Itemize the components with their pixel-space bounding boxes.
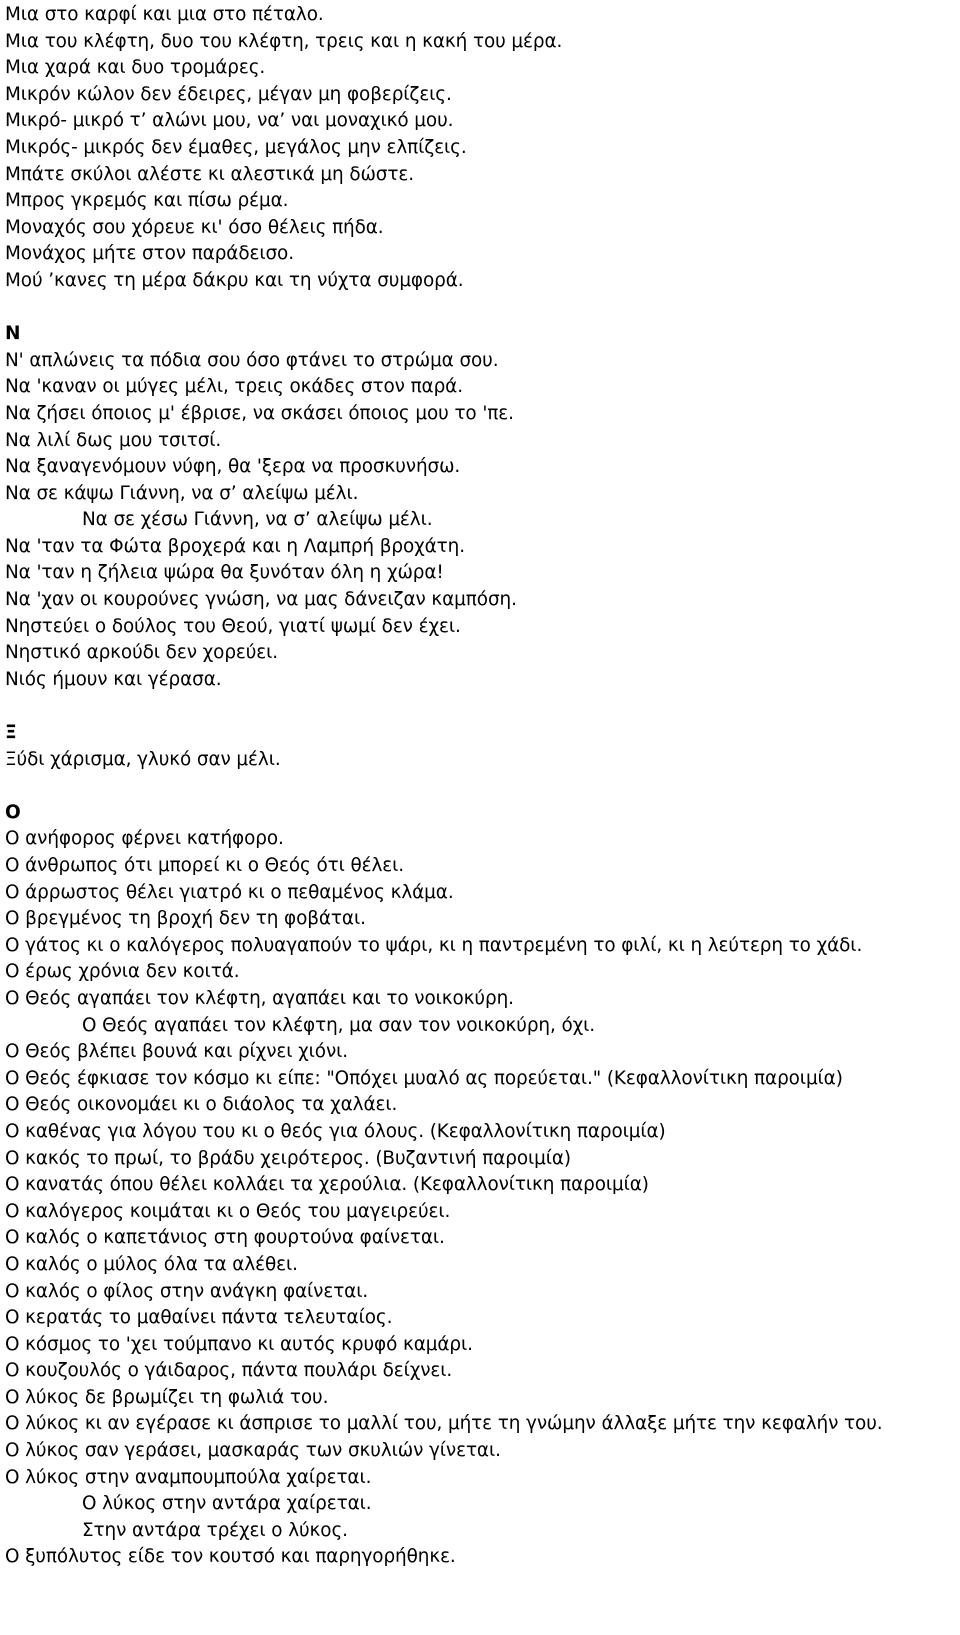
proverb-line: Νηστικό αρκούδι δεν χορεύει.: [5, 642, 279, 664]
proverb-line: Ο καλόγερος κοιμάται κι ο Θεός του μαγειρεύει.: [5, 1200, 451, 1222]
proverb-line: Ο κερατάς το μαθαίνει πάντα τελευταίος.: [5, 1307, 393, 1329]
proverb-variant-line: Ο λύκος στην αντάρα χαίρεται.: [82, 1493, 372, 1515]
proverb-line: Ο Θεός έφκιασε τον κόσμο κι είπε: "Οπόχει μυαλό ας πορεύεται." (Κεφαλλονίτικη παροιμία): [5, 1067, 843, 1089]
proverb-line: Ο καλός ο μύλος όλα τα αλέθει.: [5, 1253, 298, 1275]
proverb-line: Ο Θεός αγαπάει τον κλέφτη, αγαπάει και το νοικοκύρη.: [5, 987, 514, 1009]
proverb-line: Ο άνθρωπος ότι μπορεί κι ο Θεός ότι θέλει.: [5, 855, 405, 876]
proverb-line: Ο Θεός βλέπει βουνά και ρίχνει χιόνι.: [5, 1041, 349, 1063]
proverb-line: Μια του κλέφτη, δυο του κλέφτη, τρεις και η κακή του μέρα.: [5, 30, 563, 52]
proverb-line: Ο Θεός οικονομάει κι ο διάολος τα χαλάει.: [5, 1094, 398, 1116]
proverb-line: Να 'καναν οι μύγες μέλι, τρεις οκάδες στον παρά.: [5, 376, 463, 398]
proverb-section: [5, 773, 957, 1571]
proverb-line: Να 'χαν οι κουρούνες γνώση, να μας δάνειζαν καμπόση.: [5, 589, 517, 611]
proverb-line: Μπρος γκρεμός και πίσω ρέμα.: [5, 190, 289, 212]
proverb-section: [5, 295, 957, 694]
proverb-line: Ο καθένας για λόγου του κι ο θεός για όλους. (Κεφαλλονίτικη παροιμία): [5, 1120, 666, 1142]
proverb-line: Ξύδι χάρισμα, γλυκό σαν μέλι.: [5, 748, 281, 770]
proverb-line: Μονάχος μήτε στον παράδεισο.: [5, 243, 294, 265]
proverb-line: Ο ανήφορος φέρνει κατήφορο.: [5, 828, 284, 850]
proverb-line: Μικρόν κώλον δεν έδειρες, μέγαν μη φοβερίζεις.: [5, 83, 452, 105]
proverb-section: [5, 693, 957, 773]
proverb-line: Μικρός- μικρός δεν έμαθες, μεγάλος μην ελπίζεις.: [5, 136, 467, 158]
proverb-line: Ν' απλώνεις τα πόδια σου όσο φτάνει το στρώμα σου.: [5, 349, 499, 371]
proverb-line: Να 'ταν η ζήλεια ψώρα θα ξυνόταν όλη η χώρα!: [5, 562, 444, 584]
section-gap: [5, 773, 957, 800]
proverb-line: Ο λύκος σαν γεράσει, μασκαράς των σκυλιών γίνεται.: [5, 1440, 501, 1462]
section-letter-heading: Ο: [5, 801, 21, 823]
proverb-variant-line: Ο Θεός αγαπάει τον κλέφτη, μα σαν τον νοικοκύρη, όχι.: [82, 1014, 596, 1036]
proverb-line: Μια χαρά και δυο τρομάρες.: [5, 57, 266, 79]
proverb-line: Νιός ήμουν και γέρασα.: [5, 668, 222, 690]
proverb-line: Να ζήσει όποιος μ' έβρισε, να σκάσει όποιος μου το 'πε.: [5, 402, 514, 424]
proverb-line: Μπάτε σκύλοι αλέστε κι αλεστικά μη δώστε.: [5, 163, 414, 185]
proverb-variant-line: Να σε χέσω Γιάννη, να σ’ αλείψω μέλι.: [82, 509, 433, 531]
proverb-line: Να λιλί δως μου τσιτσί.: [5, 429, 222, 451]
proverb-line: Ο άρρωστος θέλει γιατρό κι ο πεθαμένος κλάμα.: [5, 881, 454, 903]
proverb-line: Ο λύκος στην αναμπουμπούλα χαίρεται.: [5, 1466, 372, 1488]
proverb-line: Να ξαναγενόμουν νύφη, θα 'ξερα να προσκυνήσω.: [5, 456, 461, 478]
document-body: [5, 2, 957, 1571]
proverb-line: Μοναχός σου χόρευε κι' όσο θέλεις πήδα.: [5, 216, 384, 238]
proverb-line: Ο καλός ο καπετάνιος στη φουρτούνα φαίνεται.: [5, 1227, 445, 1249]
proverb-line: Να σε κάψω Γιάννη, να σ’ αλείψω μέλι.: [5, 482, 359, 504]
proverb-variant-line: Στην αντάρα τρέχει ο λύκος.: [82, 1519, 348, 1541]
section-letter-heading: Ν: [5, 323, 21, 345]
proverb-line: Ο γάτος κι ο καλόγερος πολυαγαπούν το ψάρι, κι η παντρεμένη το φιλί, κι η λεύτερη το χάδι.: [5, 934, 863, 956]
proverb-line: Ο κόσμος το 'χει τούμπανο κι αυτός κρυφό καμάρι.: [5, 1333, 473, 1355]
proverb-line: Ο βρεγμένος τη βροχή δεν τη φοβάται.: [5, 908, 366, 930]
proverb-line: Να 'ταν τα Φώτα βροχερά και η Λαμπρή βροχάτη.: [5, 535, 465, 557]
proverb-line: Ο ξυπόλυτος είδε τον κουτσό και παρηγορήθηκε.: [5, 1546, 456, 1568]
proverb-line: Ο λύκος δε βρωμίζει τη φωλιά του.: [5, 1386, 329, 1408]
proverb-line: Ο λύκος κι αν εγέρασε κι άσπρισε το μαλλί του, μήτε τη γνώμην άλλαξε μήτε την κεφαλήν του.: [5, 1413, 883, 1435]
proverb-section: [5, 2, 957, 295]
proverb-line: Νηστεύει ο δούλος του Θεού, γιατί ψωμί δεν έχει.: [5, 615, 461, 637]
proverb-line: Ο κακός το πρωί, το βράδυ χειρότερος. (Βυζαντινή παροιμία): [5, 1147, 571, 1169]
proverb-line: Μια στο καρφί και μια στο πέταλο.: [5, 4, 324, 25]
section-gap: [5, 693, 957, 720]
proverb-line: Μικρό- μικρό τ’ αλώνι μου, να’ ναι μοναχικό μου.: [5, 110, 454, 132]
proverb-line: Ο καλός ο φίλος στην ανάγκη φαίνεται.: [5, 1280, 369, 1302]
section-letter-heading: Ξ: [5, 722, 17, 744]
proverb-line: Ο έρως χρόνια δεν κοιτά.: [5, 961, 240, 983]
section-gap: [5, 295, 957, 322]
proverb-line: Ο κουζουλός ο γάιδαρος, πάντα πουλάρι δείχνει.: [5, 1360, 453, 1382]
proverb-line: Ο κανατάς όπου θέλει κολλάει τα χερούλια. (Κεφαλλονίτικη παροιμία): [5, 1174, 649, 1196]
proverb-line: Μού ’κανες τη μέρα δάκρυ και τη νύχτα συμφορά.: [5, 269, 464, 291]
